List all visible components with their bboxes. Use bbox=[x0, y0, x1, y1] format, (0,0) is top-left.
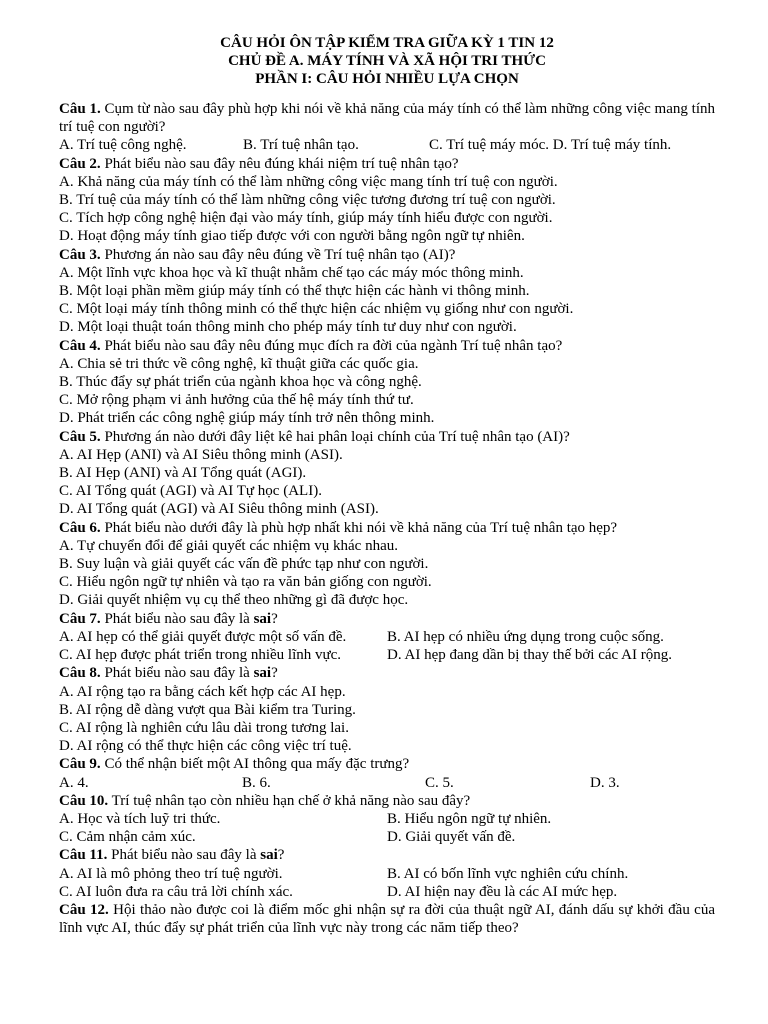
option-b: B. Một loại phần mềm giúp máy tính có thể thực hiện các hành vi thông minh. bbox=[59, 283, 530, 300]
option-c: C. Trí tuệ máy móc. bbox=[429, 137, 550, 154]
option-c: C. Mở rộng phạm vi ảnh hưởng của thế hệ máy tính thứ tư. bbox=[59, 392, 414, 409]
option-a: A. Học và tích luỹ tri thức. bbox=[59, 810, 221, 827]
option-a: A. Tự chuyển đổi để giải quyết các nhiệm vụ khác nhau. bbox=[59, 537, 399, 554]
question-label: Câu 1. bbox=[59, 101, 101, 117]
options-row bbox=[59, 628, 715, 646]
question-label: Câu 7. bbox=[59, 610, 101, 627]
question-9 bbox=[59, 755, 715, 773]
options-row bbox=[59, 828, 715, 846]
option-b: B. AI có bốn lĩnh vực nghiên cứu chính. bbox=[387, 865, 629, 882]
option-a: A. Chia sẻ tri thức về công nghệ, kĩ thuật giữa các quốc gia. bbox=[59, 355, 419, 372]
question-3 bbox=[59, 246, 715, 264]
option-b: B. Trí tuệ của máy tính có thể làm những công việc tương đương trí tuệ con người. bbox=[59, 192, 556, 209]
option-d: D. Trí tuệ máy tính. bbox=[552, 137, 672, 154]
option-d: D. AI hẹp đang dần bị thay thế bởi các AI rộng. bbox=[387, 647, 672, 664]
question-text: Trí tuệ nhân tạo còn nhiều hạn chế ở khả năng nào sau đây? bbox=[111, 792, 471, 809]
header-part: PHẦN I: CÂU HỎI NHIỀU LỰA CHỌN bbox=[255, 71, 519, 87]
question-label: Câu 12. bbox=[59, 901, 109, 918]
question-1 bbox=[59, 100, 715, 136]
question-text: Phương án nào sau đây nêu đúng về Trí tuệ nhân tạo (AI)? bbox=[104, 246, 456, 263]
question-label: Câu 6. bbox=[59, 519, 101, 536]
option-a: A. 4. bbox=[59, 774, 89, 791]
question-7 bbox=[59, 610, 715, 628]
document-header bbox=[59, 34, 715, 88]
question-label: Câu 4. bbox=[59, 337, 101, 354]
question-emphasis: sai bbox=[253, 665, 272, 682]
question-emphasis: sai bbox=[260, 847, 278, 864]
options-row bbox=[59, 646, 715, 664]
option-b: B. AI rộng dễ dàng vượt qua Bài kiểm tra Turing. bbox=[59, 701, 356, 718]
question-mark: ? bbox=[271, 610, 278, 627]
question-text: Phát biểu nào sau đây là bbox=[104, 610, 250, 627]
question-emphasis: sai bbox=[253, 610, 272, 627]
option-c: C. Hiểu ngôn ngữ tự nhiên và tạo ra văn bản giống con người. bbox=[59, 574, 432, 591]
header-title: CÂU HỎI ÔN TẬP KIỂM TRA GIỮA KỲ 1 TIN 12 bbox=[220, 35, 554, 51]
option-a: A. AI hẹp có thể giải quyết được một số vấn đề. bbox=[59, 628, 347, 645]
question-text: Cụm từ nào sau đây phù hợp khi nói về khả năng của máy tính có thể làm những công việc mang tính trí tuệ con người? bbox=[59, 101, 715, 136]
option-a: A. Khả năng của máy tính có thể làm những công việc mang tính trí tuệ con người. bbox=[59, 173, 558, 190]
question-mark: ? bbox=[271, 665, 278, 682]
options-row bbox=[59, 810, 715, 828]
option-b: B. Thúc đẩy sự phát triển của ngành khoa học và công nghệ. bbox=[59, 374, 422, 391]
header-topic: CHỦ ĐỀ A. MÁY TÍNH VÀ XÃ HỘI TRI THỨC bbox=[228, 53, 546, 69]
question-text: Phát biểu nào sau đây nêu đúng khái niệm trí tuệ nhân tạo? bbox=[104, 155, 459, 172]
option-a: A. AI rộng tạo ra bằng cách kết hợp các AI hẹp. bbox=[59, 683, 346, 700]
option-d: D. Hoạt động máy tính giao tiếp được với con người bằng ngôn ngữ tự nhiên. bbox=[59, 228, 525, 245]
option-d: D. AI Tổng quát (AGI) và AI Siêu thông minh (ASI). bbox=[59, 501, 379, 518]
option-c: C. AI rộng là nghiên cứu lâu dài trong tương lai. bbox=[59, 719, 349, 736]
option-d: D. Phát triển các công nghệ giúp máy tính trở nên thông minh. bbox=[59, 410, 435, 427]
option-d: D. AI hiện nay đều là các AI mức hẹp. bbox=[387, 883, 618, 900]
option-c: C. Cảm nhận cảm xúc. bbox=[59, 829, 196, 846]
question-5 bbox=[59, 428, 715, 446]
option-c: C. 5. bbox=[425, 774, 454, 791]
question-text: Phát biểu nào dưới đây là phù hợp nhất khi nói về khả năng của Trí tuệ nhân tạo hẹp? bbox=[104, 519, 618, 536]
option-b: B. AI Hẹp (ANI) và AI Tổng quát (AGI). bbox=[59, 465, 307, 482]
option-a: A. AI là mô phỏng theo trí tuệ người. bbox=[59, 865, 283, 882]
option-a: A. Một lĩnh vực khoa học và kĩ thuật nhằm chế tạo các máy móc thông minh. bbox=[59, 264, 524, 281]
option-b: B. Suy luận và giải quyết các vấn đề phức tạp như con người. bbox=[59, 556, 429, 573]
question-mark: ? bbox=[277, 847, 285, 864]
option-c: C. Một loại máy tính thông minh có thể thực hiện các nhiệm vụ giống như con người. bbox=[59, 301, 574, 318]
question-4 bbox=[59, 337, 715, 355]
question-text: Phát biểu nào sau đây là bbox=[111, 847, 257, 864]
option-b: B. 6. bbox=[242, 774, 271, 791]
option-b: B. AI hẹp có nhiều ứng dụng trong cuộc sống. bbox=[387, 628, 664, 645]
option-b: B. Hiểu ngôn ngữ tự nhiên. bbox=[387, 810, 552, 827]
options-row bbox=[59, 774, 715, 792]
question-label: Câu 11. bbox=[59, 847, 108, 864]
options-row bbox=[59, 883, 715, 901]
option-d: D. Một loại thuật toán thông minh cho phép máy tính tư duy như con người. bbox=[59, 319, 517, 336]
question-label: Câu 3. bbox=[59, 246, 101, 263]
option-d: D. Giải quyết vấn đề. bbox=[387, 829, 516, 846]
question-text: Phát biểu nào sau đây nêu đúng mục đích ra đời của ngành Trí tuệ nhân tạo? bbox=[104, 337, 563, 354]
question-11 bbox=[59, 846, 715, 864]
question-label: Câu 2. bbox=[59, 155, 101, 172]
question-6 bbox=[59, 519, 715, 537]
option-b: B. Trí tuệ nhân tạo. bbox=[243, 137, 359, 154]
options-row bbox=[59, 136, 715, 154]
question-12 bbox=[59, 901, 715, 937]
option-c: C. Tích hợp công nghệ hiện đại vào máy tính, giúp máy tính hiểu được con người. bbox=[59, 210, 553, 227]
option-a: A. Trí tuệ công nghệ. bbox=[59, 137, 187, 154]
option-d: D. AI rộng có thể thực hiện các công việc trí tuệ. bbox=[59, 738, 352, 755]
question-label: Câu 9. bbox=[59, 756, 101, 773]
question-label: Câu 10. bbox=[59, 792, 109, 809]
question-text: Phương án nào dưới đây liệt kê hai phân loại chính của Trí tuệ nhân tạo (AI)? bbox=[104, 428, 570, 445]
question-text: Hội thảo nào được coi là điểm mốc ghi nhận sự ra đời của thuật ngữ AI, đánh dấu sự khởi đầu của lĩnh vực AI, thúc đẩy sự phát triển của lĩnh vực này trong các năm tiếp theo? bbox=[59, 901, 715, 937]
option-d: D. Giải quyết nhiệm vụ cụ thể theo những gì đã được học. bbox=[59, 592, 409, 609]
option-a: A. AI Hẹp (ANI) và AI Siêu thông minh (ASI). bbox=[59, 446, 343, 463]
question-text: Có thể nhận biết một AI thông qua mấy đặc trưng? bbox=[104, 756, 410, 773]
option-d: D. 3. bbox=[590, 774, 620, 791]
question-list bbox=[59, 100, 715, 937]
question-label: Câu 8. bbox=[59, 665, 101, 682]
options-row bbox=[59, 865, 715, 883]
option-c: C. AI luôn đưa ra câu trả lời chính xác. bbox=[59, 883, 293, 900]
question-text: Phát biểu nào sau đây là bbox=[104, 665, 250, 682]
question-2 bbox=[59, 155, 715, 173]
option-c: C. AI Tổng quát (AGI) và AI Tự học (ALI). bbox=[59, 483, 322, 500]
question-label: Câu 5. bbox=[59, 428, 101, 445]
question-10 bbox=[59, 792, 715, 810]
question-8 bbox=[59, 664, 715, 682]
option-c: C. AI hẹp được phát triển trong nhiều lĩnh vực. bbox=[59, 647, 342, 664]
